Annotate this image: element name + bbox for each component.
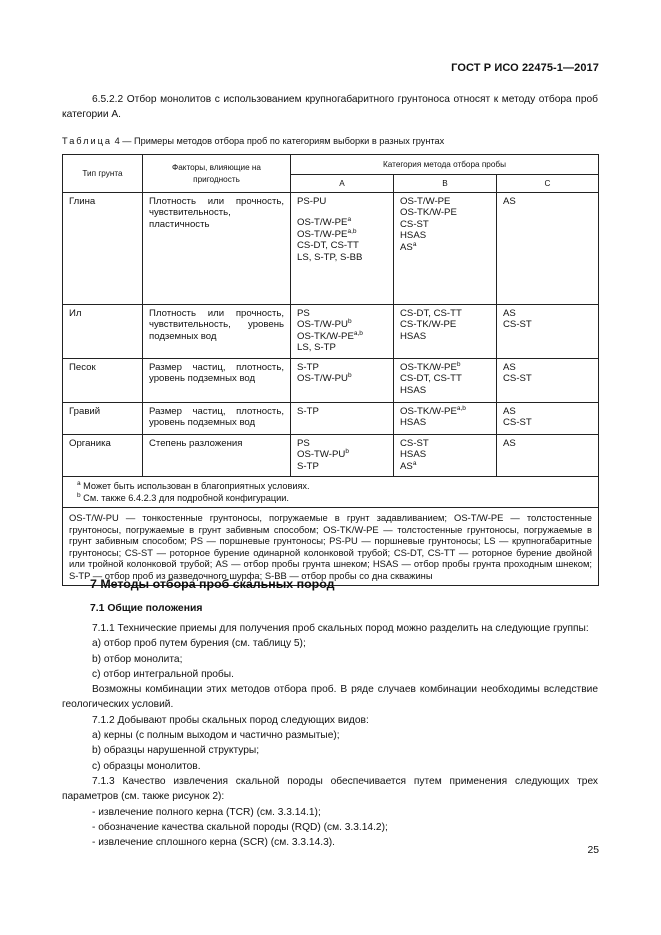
footnote-mark: b bbox=[345, 448, 349, 456]
method-code bbox=[297, 342, 387, 353]
method-code-text: CS-DT, CS-TT bbox=[297, 240, 359, 252]
method-code-text: OS-T/W-PE bbox=[297, 217, 348, 229]
method-code bbox=[400, 196, 490, 207]
table-body bbox=[63, 193, 599, 477]
subsection-title: 7.1 Общие положения bbox=[90, 603, 203, 614]
header-category-b: B bbox=[394, 175, 497, 193]
table-caption-word: Таблица bbox=[62, 136, 113, 146]
table-row bbox=[63, 305, 599, 359]
factors-cell: Плотность или прочность, чувствительность, уровень подземных вод bbox=[143, 305, 291, 359]
footnotes-cell bbox=[63, 477, 599, 508]
method-code-text: OS-TW-PU bbox=[297, 449, 346, 461]
footnote-mark: a bbox=[412, 459, 417, 467]
category-c-cell bbox=[497, 305, 599, 359]
paragraph: 7.1.1 Технические приемы для получения проб скальных пород можно разделить на следующие группы: bbox=[92, 623, 589, 634]
method-code-text: LS, S-TP, S-BB bbox=[297, 251, 363, 263]
list-item: - извлечение полного керна (TCR) (см. 3.3.14.1); bbox=[92, 806, 321, 818]
category-a-cell bbox=[291, 305, 394, 359]
table-row bbox=[63, 193, 599, 305]
method-code bbox=[503, 196, 592, 207]
method-code bbox=[297, 308, 387, 319]
method-code bbox=[503, 417, 592, 428]
method-code bbox=[400, 438, 490, 449]
standard-header: ГОСТ Р ИСО 22475-1—2017 bbox=[451, 62, 599, 74]
table-row bbox=[63, 435, 599, 477]
method-code bbox=[297, 217, 387, 228]
list-item: b) образцы нарушенной структуры; bbox=[92, 745, 260, 757]
page-number: 25 bbox=[587, 845, 599, 856]
method-code-text: CS-ST bbox=[503, 417, 532, 429]
list-item: a) отбор проб путем бурения (см. таблицу 5); bbox=[92, 638, 306, 650]
list-item: - извлечение сплошного керна (SCR) (см. 3.3.14.3). bbox=[92, 837, 335, 849]
soil-type-cell: Ил bbox=[63, 305, 143, 359]
method-code bbox=[297, 406, 387, 417]
method-code-text: OS-T/W-PU bbox=[297, 373, 348, 385]
method-code-text: OS-TK/W-PE bbox=[400, 207, 457, 219]
footnote-mark: a bbox=[347, 216, 352, 224]
abbreviations-row bbox=[63, 508, 599, 586]
method-code bbox=[400, 385, 490, 396]
header-category: Категория метода отбора пробы bbox=[291, 155, 599, 175]
method-code bbox=[400, 331, 490, 342]
method-code-text: HSAS bbox=[400, 230, 427, 242]
method-code bbox=[503, 319, 592, 330]
footnote-mark: a,b bbox=[347, 227, 357, 235]
table-row bbox=[63, 403, 599, 435]
header-soil-type: Тип грунта bbox=[63, 155, 143, 193]
section-body bbox=[62, 621, 598, 850]
header-factors: Факторы, влияющие на пригодность bbox=[143, 155, 291, 193]
method-code bbox=[400, 308, 490, 319]
footnotes-row bbox=[63, 477, 599, 508]
category-a-cell bbox=[291, 403, 394, 435]
method-code-text: PS-PU bbox=[297, 196, 327, 207]
method-code-text: OS-T/W-PU bbox=[297, 319, 348, 331]
method-code-text: AS bbox=[503, 362, 516, 373]
paragraph: Возможны комбинации этих методов отбора проб. В ряде случаев комбинации необходимы вследствие геологических условий. bbox=[62, 684, 598, 711]
factors-cell: Размер частиц, плотность, уровень подземных вод bbox=[143, 403, 291, 435]
method-code-text: HSAS bbox=[400, 417, 427, 429]
method-code bbox=[297, 331, 387, 342]
category-c-cell bbox=[497, 435, 599, 477]
method-code bbox=[503, 438, 592, 449]
list-item: - обозначение качества скальной породы (RQD) (см. 3.3.14.2); bbox=[92, 821, 388, 833]
table-caption bbox=[62, 136, 444, 146]
abbreviations-cell: OS-T/W-PU — тонкостенные грунтоносы, погружаемые в грунт задавливанием; OS-T/W-PE — толстостенные грунтоносы, погружаемые в грунт забивным способом; OS-TK/W-PE — толстостенные грунтоносы, погружаемые в грунт забивным способом; PS — поршневые грунтоносы; PS-PU — поршневые грунтоносы; LS — крупногабаритные грунтоносы; CS-ST — роторное бурение одинарной колонковой трубой; CS-DT, CS-TT — роторное бурение двойной или тройной колонковой трубой; AS — отбор пробы грунта шнеком; HSAS — отбор пробы грунта проходным шнеком; S-TP — отбор проб из разведочного шурфа; S-BB — отбор пробы со дна скважины bbox=[63, 508, 599, 586]
method-code-text: OS-TK/W-PE bbox=[297, 330, 354, 342]
method-code-text: LS, S-TP bbox=[297, 342, 336, 354]
paragraph: 7.1.3 Качество извлечения скальной породы обеспечивается путем применения следующих трех параметров (см. также рисунок 2): bbox=[62, 775, 598, 803]
method-code-text: AS bbox=[400, 241, 413, 253]
category-b-cell bbox=[394, 359, 497, 403]
method-code-text: HSAS bbox=[400, 330, 427, 342]
table-caption-text: 4 — Примеры методов отбора проб по категориям выборки в разных грунтах bbox=[112, 136, 445, 146]
method-code bbox=[297, 229, 387, 240]
list-item: a) керны (с полным выходом и частично размытые); bbox=[92, 730, 340, 742]
method-code bbox=[400, 207, 490, 218]
method-code-text: CS-ST bbox=[503, 319, 532, 331]
method-code bbox=[297, 240, 387, 251]
soil-type-cell: Органика bbox=[63, 435, 143, 477]
method-code-text: S-TP bbox=[297, 362, 319, 373]
intro-paragraph: 6.5.2.2 Отбор монолитов с использованием крупногабаритного грунтоноса относят к методу отбора проб категории А. bbox=[62, 94, 598, 120]
category-a-cell bbox=[291, 193, 394, 305]
category-a-cell bbox=[291, 359, 394, 403]
footnote bbox=[77, 480, 584, 492]
method-code bbox=[297, 461, 387, 472]
method-code bbox=[400, 319, 490, 330]
category-b-cell bbox=[394, 193, 497, 305]
factors-cell: Плотность или прочность, чувствительность, пластичность bbox=[143, 193, 291, 305]
method-code-text: AS bbox=[503, 406, 516, 417]
factors-cell: Степень разложения bbox=[143, 435, 291, 477]
method-code bbox=[297, 196, 387, 207]
sampling-methods-table bbox=[62, 154, 599, 586]
method-code-text: HSAS bbox=[400, 449, 427, 461]
method-code bbox=[400, 219, 490, 230]
table-row bbox=[63, 359, 599, 403]
category-c-cell bbox=[497, 403, 599, 435]
soil-type-cell: Песок bbox=[63, 359, 143, 403]
method-code-text: S-TP bbox=[297, 406, 319, 417]
category-b-cell bbox=[394, 305, 497, 359]
method-code-text: AS bbox=[503, 196, 516, 207]
method-code-text: CS-DT, CS-TT bbox=[400, 373, 462, 385]
method-code bbox=[297, 362, 387, 373]
footnote-mark: a,b bbox=[456, 404, 466, 412]
method-code-text: CS-ST bbox=[503, 373, 532, 385]
method-code-text: S-TP bbox=[297, 460, 319, 472]
method-code-text: PS bbox=[297, 438, 310, 449]
method-code bbox=[400, 373, 490, 384]
method-code-text: AS bbox=[400, 460, 413, 472]
category-b-cell bbox=[394, 435, 497, 477]
section-title: 7 Методы отбора проб скальных пород bbox=[90, 577, 335, 591]
method-code-text: AS bbox=[503, 308, 516, 319]
method-code bbox=[400, 362, 490, 373]
footnote-mark: a bbox=[77, 479, 81, 487]
method-code bbox=[400, 242, 490, 253]
method-code bbox=[503, 406, 592, 417]
category-c-cell bbox=[497, 359, 599, 403]
method-code bbox=[297, 438, 387, 449]
footnote-mark: b bbox=[456, 360, 461, 368]
category-c-cell bbox=[497, 193, 599, 305]
method-code-text: HSAS bbox=[400, 384, 427, 396]
header-category-a: A bbox=[291, 175, 394, 193]
method-code bbox=[297, 319, 387, 330]
category-a-cell bbox=[291, 435, 394, 477]
spacer bbox=[297, 207, 387, 217]
method-code-text: CS-TK/W-PE bbox=[400, 319, 457, 331]
method-code-text: OS-T/W-PE bbox=[297, 228, 348, 240]
footnote-text: См. также 6.4.2.3 для подробной конфигурации. bbox=[80, 493, 289, 503]
footnote-mark: a,b bbox=[353, 329, 363, 337]
method-code-text: PS bbox=[297, 308, 310, 319]
method-code bbox=[297, 449, 387, 460]
method-code bbox=[400, 417, 490, 428]
footnote bbox=[77, 492, 584, 504]
method-code-text: OS-T/W-PE bbox=[400, 196, 451, 207]
paragraph: 7.1.2 Добывают пробы скальных пород следующих видов: bbox=[92, 714, 369, 726]
list-item: c) отбор интегральной пробы. bbox=[92, 668, 234, 680]
footnote-mark: b bbox=[77, 491, 81, 499]
method-code-text: CS-ST bbox=[400, 218, 429, 230]
method-code bbox=[503, 362, 592, 373]
method-code-text: AS bbox=[503, 438, 516, 449]
method-code bbox=[297, 252, 387, 263]
method-code bbox=[503, 308, 592, 319]
header-category-c: C bbox=[497, 175, 599, 193]
method-code bbox=[297, 373, 387, 384]
method-code-text: CS-DT, CS-TT bbox=[400, 308, 462, 319]
footnote-text: Может быть использован в благоприятных условиях. bbox=[80, 481, 310, 491]
method-code bbox=[503, 373, 592, 384]
footnote-mark: a bbox=[412, 240, 417, 248]
footnote-mark: b bbox=[348, 318, 352, 326]
category-b-cell bbox=[394, 403, 497, 435]
soil-type-cell: Гравий bbox=[63, 403, 143, 435]
factors-cell: Размер частиц, плотность, уровень подземных вод bbox=[143, 359, 291, 403]
list-item: c) образцы монолитов. bbox=[92, 760, 201, 772]
soil-type-cell: Глина bbox=[63, 193, 143, 305]
method-code-text: OS-TK/W-PE bbox=[400, 406, 457, 417]
method-code-text: CS-ST bbox=[400, 438, 429, 449]
method-code-text: OS-TK/W-PE bbox=[400, 362, 457, 373]
list-item: b) отбор монолита; bbox=[92, 653, 183, 665]
method-code bbox=[400, 406, 490, 417]
method-code bbox=[400, 461, 490, 472]
footnote-mark: b bbox=[348, 372, 352, 380]
